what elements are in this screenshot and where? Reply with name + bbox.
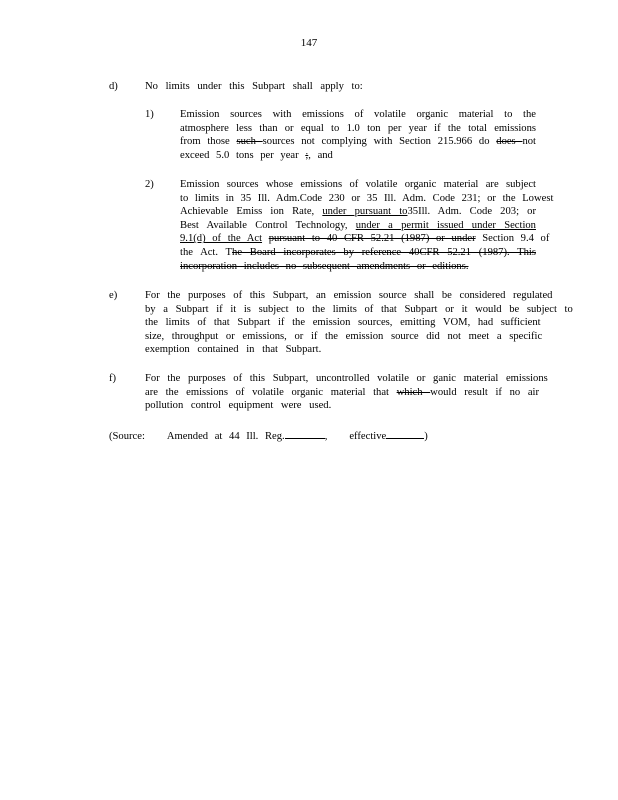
d1-line: exceed 5.0 tons per year ;, and [180, 149, 333, 161]
page-number: 147 [300, 37, 318, 49]
d2-line [180, 260, 536, 274]
e-line: size, throughput or emissions, or if the emission source did not meet a specific [145, 330, 543, 342]
source-note [109, 428, 428, 444]
d2-line: Achievable Emiss ion Rate, under pursuant to35Ill. Adm. Code 203; or [180, 206, 536, 218]
d2-line: the Act. The Board incorporates by reference 40CFR 52.21 (1987). This [180, 246, 536, 258]
deleted-text: such [236, 136, 263, 148]
item-d-text: No limits under this Subpart shall apply to: [145, 81, 363, 92]
source-effective: effective [349, 431, 387, 442]
item-d1-text [180, 108, 536, 162]
d2-line: to limits in 35 Ill. Adm.Code 230 or 35 Ill. Adm. Code 231; or the Lowest [180, 192, 554, 204]
item-d1-label: 1) [145, 109, 154, 120]
e-line: exemption contained in that Subpart. [145, 344, 322, 356]
inserted-text: under pursuant to [322, 206, 408, 218]
source-open: (Source: [109, 431, 145, 442]
deleted-text: he Board incorporates by reference 40CFR 52.21 (1987). This [232, 246, 536, 258]
item-d2-text [180, 178, 554, 273]
f-line: are the emissions of volatile organic material that which would result if no air [145, 386, 540, 398]
item-d-label: d) [109, 81, 118, 92]
e-line: by a Subpart if it is subject to the limits of that Subpart or it would be subject to [145, 303, 573, 315]
source-close: ) [424, 431, 428, 442]
d2-line: 9.1(d) of the Act pursuant to 40 CFR 52.21 (1987) or under Section 9.4 of [180, 233, 550, 245]
deleted-text: ; [305, 149, 309, 161]
item-d2-label: 2) [145, 179, 154, 190]
item-f-label: f) [109, 373, 117, 384]
deleted-text: does [496, 136, 523, 148]
item-f-text [145, 372, 548, 413]
item-e-text [145, 289, 573, 357]
deleted-text: pursuant to 40 CFR 52.21 (1987) or under [268, 233, 476, 245]
f-line: For the purposes of this Subpart, uncontrolled volatile or ganic material emissions [145, 373, 548, 384]
d2-line: Emission sources whose emissions of volatile organic material are subject [180, 179, 536, 190]
item-e-label: e) [109, 290, 118, 301]
inserted-text: 9.1(d) of the Act [180, 233, 263, 245]
deleted-text: which [396, 386, 431, 398]
d1-line: from those such sources not complying with Section 215.966 do does not [180, 136, 536, 148]
deleted-text: incorporation includes no subsequent amendments or editions. [180, 260, 469, 272]
d1-line: atmosphere less than or equal to 1.0 ton per year if the total emissions [180, 122, 536, 134]
source-comma: , [324, 431, 328, 442]
d2-line: Best Available Control Technology, under a permit issued under Section [180, 219, 536, 231]
effective-date-blank [386, 428, 424, 439]
f-line: pollution control equipment were used. [145, 400, 332, 412]
e-line: the limits of that Subpart if the emission sources, emitting VOM, had sufficient [145, 317, 541, 329]
source-amended: Amended at 44 Ill. Reg. [166, 431, 285, 442]
inserted-text: under a permit issued under Section [355, 219, 536, 231]
register-blank [285, 428, 325, 439]
d1-line: Emission sources with emissions of volatile organic material to the [180, 109, 536, 120]
e-line: For the purposes of this Subpart, an emission source shall be considered regulated [145, 290, 553, 301]
